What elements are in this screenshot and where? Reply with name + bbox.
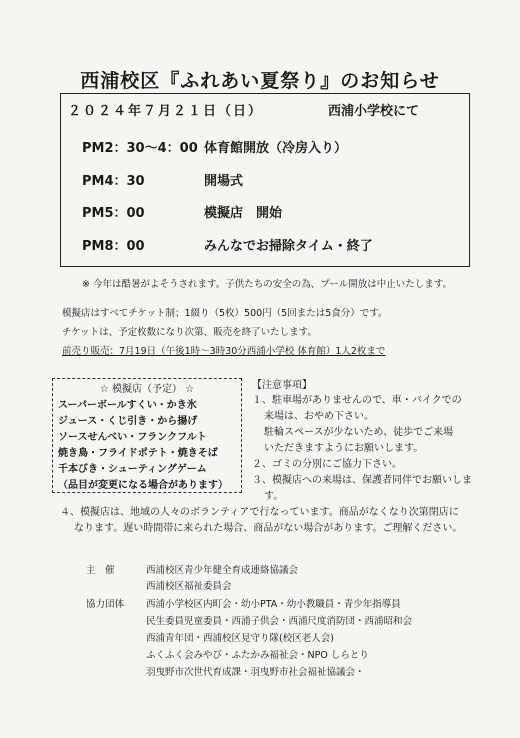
coop-label: 協力団体 xyxy=(86,599,125,610)
ticket-info: チケットは、予定枚数になり次第、販売を終了いたします。 xyxy=(62,327,317,338)
schedule-time: PM4：30 xyxy=(82,174,145,189)
schedule-time: PM5：00 xyxy=(82,206,145,221)
caution-line: ２、ゴミの分別にご協力下さい。 xyxy=(252,459,402,470)
schedule-event: 開場式 xyxy=(204,174,244,189)
schedule-time: PM8：00 xyxy=(82,239,145,254)
host-label: 主 催 xyxy=(86,565,115,576)
schedule-event: 体育館開放（冷房入り） xyxy=(204,141,348,156)
cautions-title: 【注意事項】 xyxy=(252,380,312,391)
caution-line: １、駐車場がありませんので、車・バイクでの xyxy=(252,395,462,406)
schedule-event: みんなでお掃除タイム・終了 xyxy=(204,239,373,254)
coop-line: ふくふく会みやび・ふたかみ福祉会・NPO しらとり xyxy=(146,650,369,661)
shop-item: 千本びき・シューティングゲーム xyxy=(58,464,207,475)
event-place: 西浦小学校にて xyxy=(328,104,420,119)
coop-line: 西浦小学校区内町会・幼小PTA・幼小教職員・青少年指導員 xyxy=(146,599,401,610)
coop-line: 民生委員児童委員・西浦子供会・西浦尺度消防団・西浦昭和会 xyxy=(146,616,413,627)
pool-notice: ※ 今年は酷暑がよそうされます。子供たちの安全の為、プール開放は中止いたします。 xyxy=(82,279,452,290)
schedule-time: PM2：30～4：00 xyxy=(82,141,198,156)
caution-line: す。 xyxy=(264,491,284,502)
shops-title: ☆ 模擬店（予定） ☆ xyxy=(99,384,195,395)
host-line: 西浦校区青少年健全育成連絡協議会 xyxy=(146,565,299,576)
page-title: 西浦校区『ふれあい夏祭り』のお知らせ xyxy=(80,70,440,92)
shop-item: スーパーボールすくい・かき氷 xyxy=(58,400,197,411)
ticket-info: 模擬店はすべてチケット制；1綴り（5枚）500円（5回または5食分）です。 xyxy=(62,308,388,319)
event-date: ２０２４年７月２１日（日） xyxy=(68,104,264,119)
caution-line: なります。遅い時間帯に来られた場合、商品がない場合があります。ご理解ください。 xyxy=(74,523,463,534)
caution-line: いただきますようにお願いします。 xyxy=(264,443,424,454)
host-line: 西浦校区福祉委員会 xyxy=(146,581,232,592)
coop-line: 羽曳野市次世代育成課・羽曳野市社会福祉協議会・ xyxy=(146,667,365,678)
caution-line: 駐輪スペースが少ないため、徒歩でご来場 xyxy=(264,427,454,438)
shop-item: （品目が変更になる場合があります） xyxy=(58,480,228,491)
caution-line: 来場は、おやめ下さい。 xyxy=(264,411,374,422)
caution-line: ４、模擬店は、地域の人々のボランティアで行なっています。商品がなくなり次第閉店に xyxy=(60,507,459,518)
presale-info: 前売り販売：7月19日（午後1時～3時30分西浦小学校 体育館）1人2枚まで xyxy=(62,346,386,357)
shop-item: ソースせんべい・フランクフルト xyxy=(58,432,207,443)
caution-line: ３、模擬店への来場は、保護者同伴でお願いしま xyxy=(252,475,472,486)
coop-line: 西浦青年団・西浦校区見守り隊(校区老人会) xyxy=(146,633,334,644)
shop-item: 焼き鳥・フライドポテト・焼きそば xyxy=(58,448,218,459)
shop-item: ジュース・くじ引き・から揚げ xyxy=(58,416,198,427)
schedule-event: 模擬店 開始 xyxy=(204,206,283,221)
